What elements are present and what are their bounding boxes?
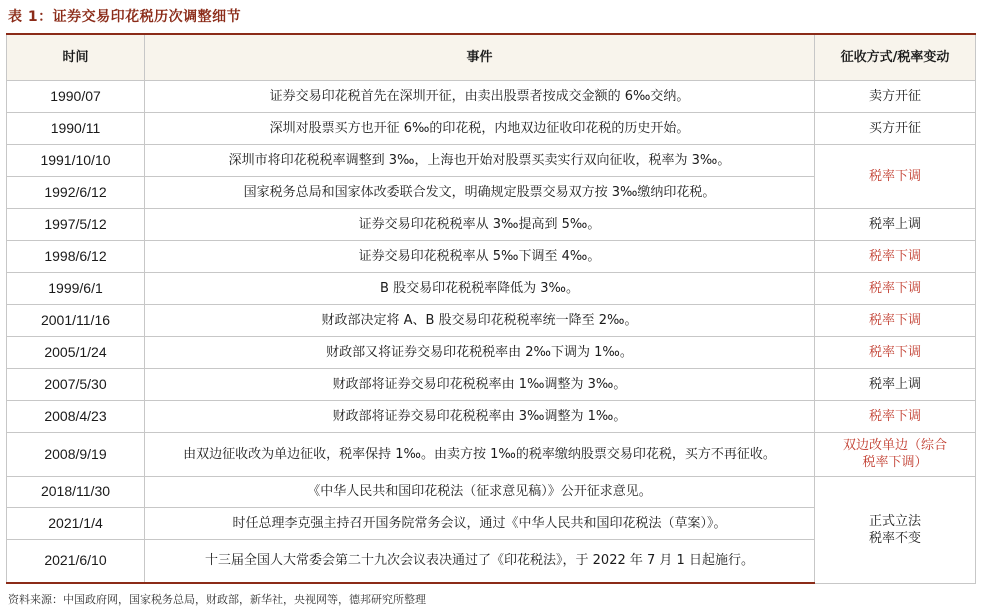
table-row	[7, 400, 976, 432]
table-row	[7, 336, 976, 368]
row-event: 财政部决定将 A、B 股交易印花税税率统一降至 2‰。	[145, 304, 815, 336]
table-row	[7, 112, 976, 144]
row-change: 税率下调	[815, 336, 976, 368]
row-date: 2005/1/24	[7, 336, 145, 368]
row-event: 十三届全国人大常委会第二十九次会议表决通过了《印花税法》，于 2022 年 7 月 1 日起施行。	[145, 539, 815, 583]
row-date: 1999/6/1	[7, 272, 145, 304]
row-date: 2021/1/4	[7, 507, 145, 539]
row-change: 税率下调	[815, 240, 976, 272]
row-change: 税率下调	[815, 272, 976, 304]
row-change: 双边改单边（综合税率下调）	[815, 432, 976, 476]
row-change: 卖方开征	[815, 80, 976, 112]
row-date: 1990/11	[7, 112, 145, 144]
table-row	[7, 240, 976, 272]
table-row	[7, 144, 976, 176]
row-event: 时任总理李克强主持召开国务院常务会议，通过《中华人民共和国印花税法（草案）》。	[145, 507, 815, 539]
table-row	[7, 208, 976, 240]
row-date: 1990/07	[7, 80, 145, 112]
row-date: 2021/6/10	[7, 539, 145, 583]
table-row	[7, 80, 976, 112]
row-event: 深圳对股票买方也开征 6‰的印花税，内地双边征收印花税的历史开始。	[145, 112, 815, 144]
row-change: 税率下调	[815, 144, 976, 208]
row-change: 税率下调	[815, 400, 976, 432]
header-time: 时间	[7, 34, 145, 80]
row-date: 1992/6/12	[7, 176, 145, 208]
row-change: 税率下调	[815, 304, 976, 336]
table-row	[7, 476, 976, 507]
header-event: 事件	[145, 34, 815, 80]
source-note: 资料来源：中国政府网，国家税务总局，财政部，新华社，央视网等，德邦研究所整理	[8, 593, 426, 606]
row-date: 2008/9/19	[7, 432, 145, 476]
row-event: 深圳市将印花税税率调整到 3‰，上海也开始对股票买卖实行双向征收，税率为 3‰。	[145, 144, 815, 176]
row-event: 证券交易印花税首先在深圳开征，由卖出股票者按成交金额的 6‰交纳。	[145, 80, 815, 112]
row-date: 2007/5/30	[7, 368, 145, 400]
table-row	[7, 368, 976, 400]
row-date: 2001/11/16	[7, 304, 145, 336]
row-change: 税率上调	[815, 368, 976, 400]
row-date: 2018/11/30	[7, 476, 145, 507]
table-row	[7, 304, 976, 336]
row-event: 财政部将证券交易印花税税率由 1‰调整为 3‰。	[145, 368, 815, 400]
row-date: 1997/5/12	[7, 208, 145, 240]
row-date: 1998/6/12	[7, 240, 145, 272]
table-row	[7, 272, 976, 304]
row-event: 证券交易印花税税率从 3‰提高到 5‰。	[145, 208, 815, 240]
row-change: 税率上调	[815, 208, 976, 240]
row-event: 由双边征收改为单边征收，税率保持 1‰。由卖方按 1‰的税率缴纳股票交易印花税，买方不再征收。	[145, 432, 815, 476]
row-event: 财政部又将证券交易印花税税率由 2‰下调为 1‰。	[145, 336, 815, 368]
header-change: 征收方式/税率变动	[815, 34, 976, 80]
row-change: 买方开征	[815, 112, 976, 144]
row-event: 《中华人民共和国印花税法（征求意见稿）》公开征求意见。	[145, 476, 815, 507]
row-event: 财政部将证券交易印花税税率由 3‰调整为 1‰。	[145, 400, 815, 432]
row-date: 2008/4/23	[7, 400, 145, 432]
table-title: 表 1：证券交易印花税历次调整细节	[8, 9, 242, 25]
row-event: 证券交易印花税税率从 5‰下调至 4‰。	[145, 240, 815, 272]
row-date: 1991/10/10	[7, 144, 145, 176]
row-event: B 股交易印花税税率降低为 3‰。	[145, 272, 815, 304]
table-row	[7, 432, 976, 476]
stamp-duty-table	[6, 33, 976, 584]
row-event: 国家税务总局和国家体改委联合发文，明确规定股票交易双方按 3‰缴纳印花税。	[145, 176, 815, 208]
row-change: 正式立法税率不变	[815, 476, 976, 583]
